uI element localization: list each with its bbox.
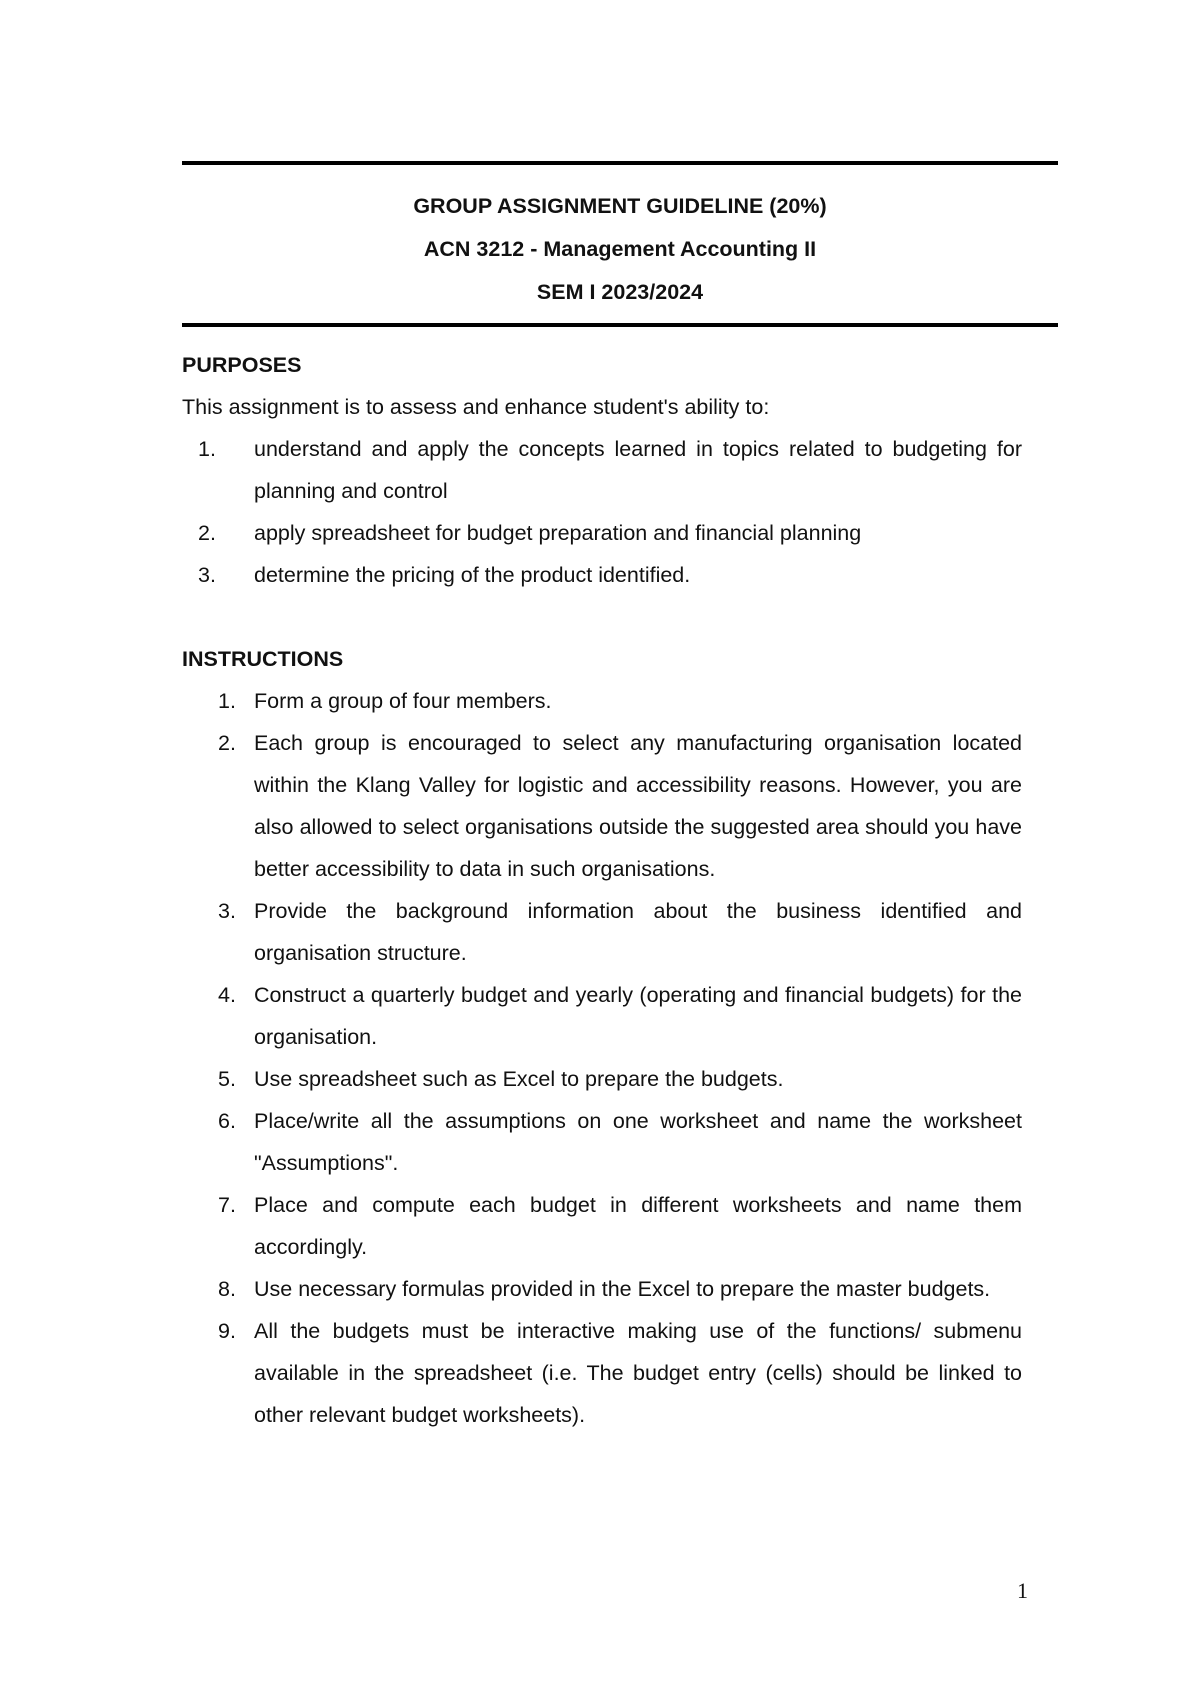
- list-item-text: apply spreadsheet for budget preparation and financial planning: [254, 521, 862, 545]
- list-item-number: 6.: [218, 1109, 236, 1133]
- list-item-text: Use necessary formulas provided in the Excel to prepare the master budgets.: [254, 1277, 991, 1301]
- section-spacer: [182, 596, 1022, 638]
- course-title: ACN 3212 - Management Accounting II: [423, 237, 817, 261]
- list-item: [182, 1100, 1022, 1184]
- list-item-number: 3.: [218, 899, 236, 923]
- list-item-number: 8.: [218, 1277, 236, 1301]
- list-item-text: Place and compute each budget in different worksheets and name them accordingly.: [254, 1193, 1022, 1259]
- list-item-number: 2.: [198, 521, 216, 545]
- list-item-number: 2.: [218, 731, 236, 755]
- list-item-number: 7.: [218, 1193, 236, 1217]
- list-item: [182, 722, 1022, 890]
- list-item-text: determine the pricing of the product identified.: [254, 563, 691, 587]
- list-item: [182, 1184, 1022, 1268]
- list-item: [182, 512, 1022, 554]
- document-body: [182, 344, 1022, 1436]
- list-item-text: understand and apply the concepts learned in topics related to budgeting for planning and control: [254, 437, 1022, 503]
- list-item-number: 3.: [198, 563, 216, 587]
- purposes-list: [182, 428, 1022, 596]
- header-bottom-rule: [182, 323, 1058, 327]
- list-item: [182, 1058, 1022, 1100]
- list-item: [182, 890, 1022, 974]
- assignment-title: GROUP ASSIGNMENT GUIDELINE (20%): [413, 194, 827, 218]
- list-item-text: Each group is encouraged to select any manufacturing organisation located within the Klang Valley for logistic and accessibility reasons. However, you are also allowed to select organisations outside the suggested area should you have better accessibility to data in such organisations.: [254, 731, 1022, 881]
- list-item-text: Place/write all the assumptions on one worksheet and name the worksheet "Assumptions".: [254, 1109, 1022, 1175]
- list-item-number: 1.: [198, 437, 216, 461]
- list-item-text: Construct a quarterly budget and yearly (operating and financial budgets) for the organisation.: [254, 983, 1022, 1049]
- list-item-text: Form a group of four members.: [254, 689, 552, 713]
- list-item-number: 4.: [218, 983, 236, 1007]
- instructions-heading: INSTRUCTIONS: [182, 647, 344, 671]
- list-item-number: 9.: [218, 1319, 236, 1343]
- list-item: [182, 554, 1022, 596]
- title-block: [182, 185, 1058, 314]
- instructions-list: [182, 680, 1022, 1436]
- list-item-text: Use spreadsheet such as Excel to prepare the budgets.: [254, 1067, 784, 1091]
- list-item-number: 1.: [218, 689, 236, 713]
- list-item: [182, 974, 1022, 1058]
- semester-title: SEM I 2023/2024: [536, 280, 704, 304]
- list-item: [182, 1310, 1022, 1436]
- list-item-text: All the budgets must be interactive making use of the functions/ submenu available in the spreadsheet (i.e. The budget entry (cells) should be linked to other relevant budget worksheets).: [254, 1319, 1022, 1427]
- list-item-number: 5.: [218, 1067, 236, 1091]
- list-item: [182, 1268, 1022, 1310]
- header-top-rule: [182, 161, 1058, 165]
- purposes-heading: PURPOSES: [182, 353, 302, 377]
- page-number: 1: [1017, 1578, 1028, 1603]
- list-item: [182, 680, 1022, 722]
- list-item-text: Provide the background information about the business identified and organisation structure.: [254, 899, 1022, 965]
- list-item: [182, 428, 1022, 512]
- purposes-intro: This assignment is to assess and enhance student's ability to:: [182, 395, 770, 419]
